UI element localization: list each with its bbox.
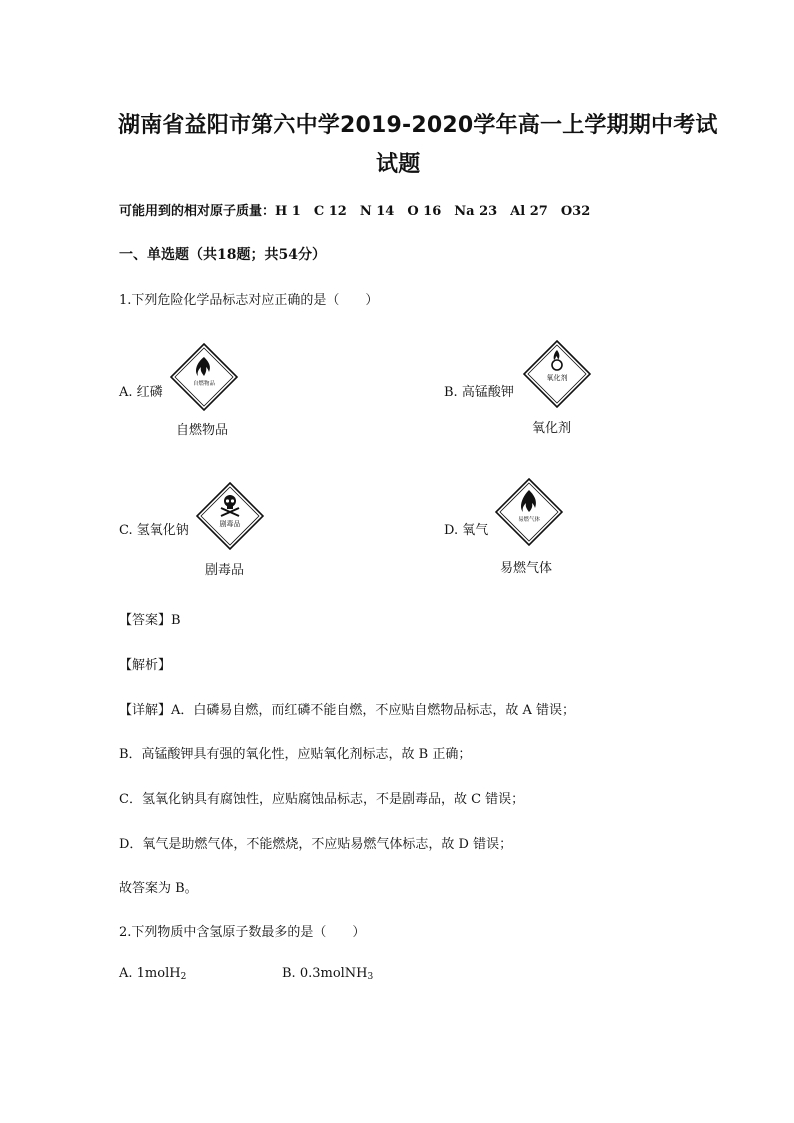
q1-option-a-label: A. 红磷 [119,385,163,400]
q1-stem: 1.下列危险化学品标志对应正确的是（ ） [119,293,379,308]
q2-option-b [282,966,373,982]
q1-analysis-heading: 【解析】 [119,658,172,673]
q1-explanation-line: B．高锰酸钾具有强的氧化性，应贴氧化剂标志，故 B 正确； [119,747,472,762]
page-title-line2: 试题 [376,152,421,177]
flame-hazard-sign-icon [170,343,238,411]
q1-explanation-line: 【详解】A．白磷易自燃，而红磷不能自燃，不应贴自燃物品标志，故 A 错误； [119,703,576,718]
sign-d-text: 易燃气体 [517,517,541,523]
q2-option-b-subscript: 3 [367,972,374,982]
q1-option-b-label: B. 高锰酸钾 [444,385,514,400]
q2-option-b-text: B. 0.3molNH [282,966,368,981]
flammable-gas-sign-icon [495,478,563,546]
q2-option-a-subscript: 2 [180,972,187,982]
q1-option-d-label: D. 氧气 [444,523,489,538]
q1-explanation-line: D．氧气是助燃气体，不能燃烧，不应贴易燃气体标志，故 D 错误； [119,837,513,852]
page-title-line1: 湖南省益阳市第六中学2019-2020学年高一上学期期中考试 [118,113,718,138]
q1-option-c-caption: 剧毒品 [205,563,245,578]
q1-explanation-line: 故答案为 B。 [119,881,198,896]
q1-option-d-caption: 易燃气体 [500,561,553,576]
atomic-masses: 可能用到的相对原子质量：H 1 C 12 N 14 O 16 Na 23 Al 27 O32 [119,204,591,219]
q1-option-b-caption: 氧化剂 [532,421,572,436]
q1-answer: 【答案】B [119,613,181,628]
sign-b-text: 氧化剂 [546,374,568,382]
q1-explanation-line: C．氢氧化钠具有腐蚀性，应贴腐蚀品标志，不是剧毒品，故 C 错误； [119,792,525,807]
q1-option-c-label: C. 氢氧化钠 [119,523,189,538]
q2-option-a-text: A. 1molH [119,966,181,981]
q2-option-a [119,966,186,982]
q2-stem: 2.下列物质中含氢原子数最多的是（ ） [119,925,366,940]
section-heading: 一、单选题（共18题；共54分） [119,247,326,263]
sign-a-text: 自燃物品 [192,381,216,387]
q1-option-a-caption: 自燃物品 [176,423,229,438]
oxidizer-hazard-sign-icon [523,340,591,408]
toxic-hazard-sign-icon [196,482,264,550]
sign-c-text: 剧毒品 [219,520,241,528]
